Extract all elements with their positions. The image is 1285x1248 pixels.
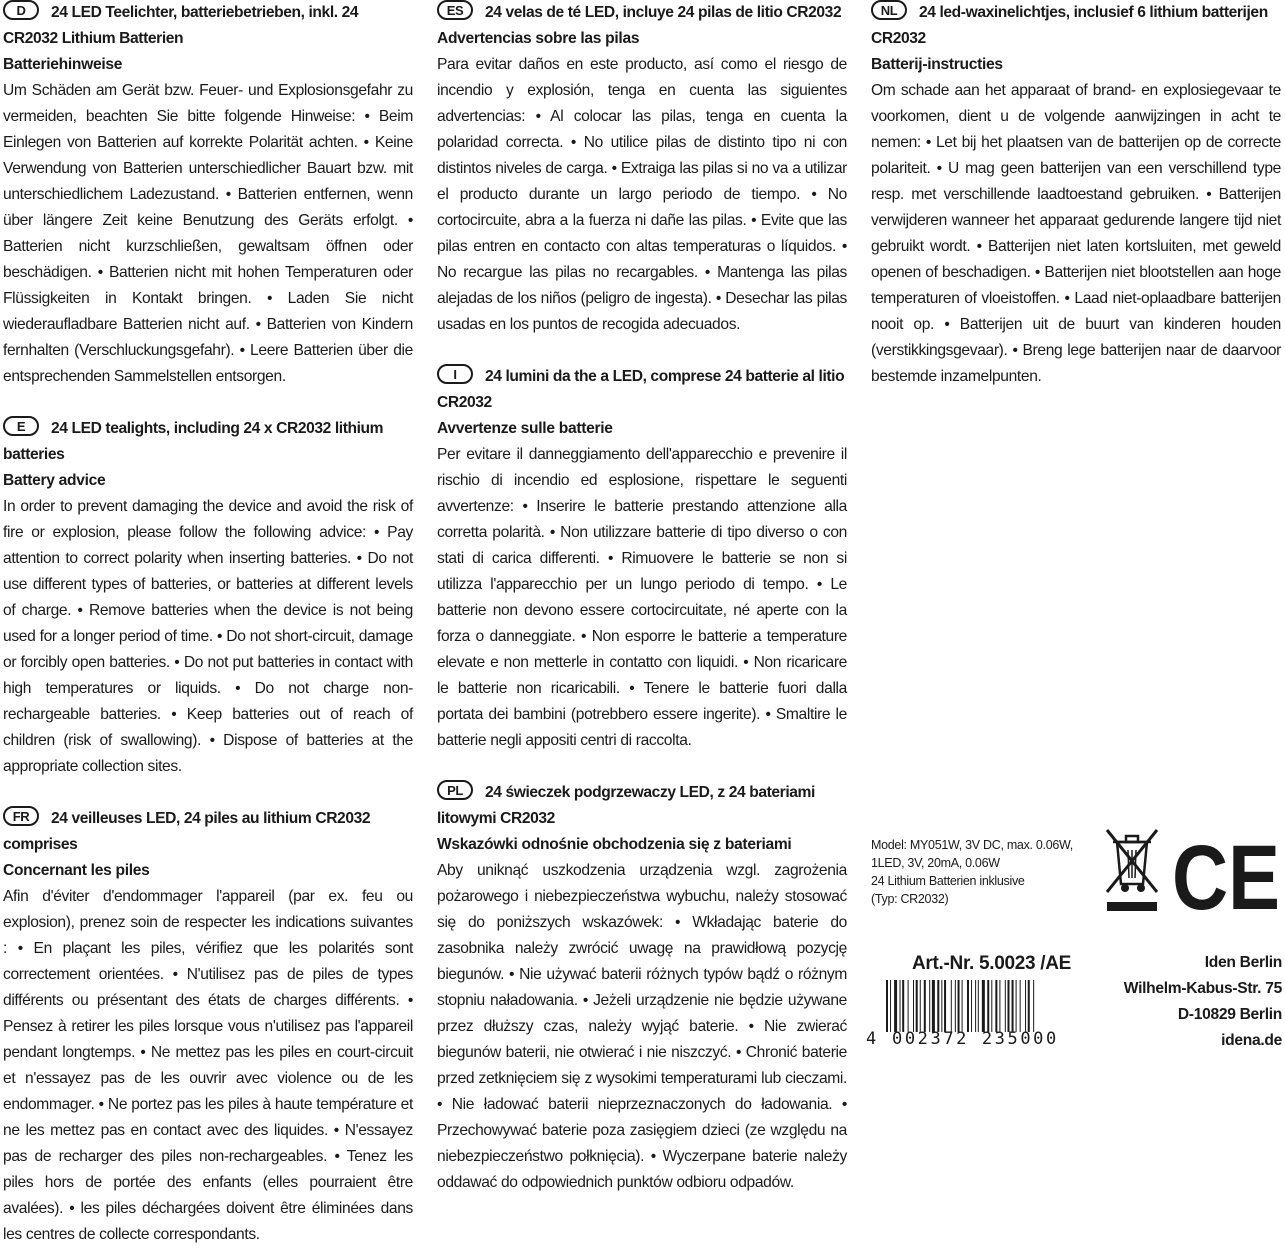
barcode-bar [894,980,897,1032]
model-spec [871,836,1091,908]
model-spec-line: 24 Lithium Batterien inklusive [871,874,1025,888]
barcode-bar [971,980,972,1032]
section-body-pl: Aby uniknąć uszkodzenia urządzenia wzgl. zagrożenia pożarowego i niebezpieczeństwa wybuchu, należy stosować się do poniższych wskazówek: • Wkładając baterie do zasobnika należy zwrócić uwagę na prawidłową pozycję biegunów. • Nie używać baterii różnych typów bądź o różnym stopniu naładowania. • Jeżeli urządzenie nie będzie używane przez dłuższy czas, należy wyjąć baterie. • Nie zwierać biegunów baterii, nie otwierać i nie niszczyć. • Chronić baterie przed zetknięciem się z wysokimi temperaturami lub cieczami. • Nie ładować baterii nieprzeznaczonych do ładowania. • Przechowywać baterie poza zasięgiem dzieci (ze względu na niebezpieczeństwo połknięcia). • Wyczerpane baterie należy oddawać do odpowiednich punktów odbioru odpadów. [437,862,847,1191]
section-subtitle-fr: Concernant les piles [3,862,150,879]
section-title-text-es: 24 velas de té LED, incluye 24 pilas de litio CR2032 [485,4,842,21]
section-title-it [437,364,847,416]
barcode-bar [1016,980,1017,1032]
section-es [437,0,847,338]
section-title-es [437,0,847,26]
section-title-fr [3,806,413,858]
barcode-bar [978,980,979,1032]
weee-crossed-bin-icon [1103,822,1161,917]
barcode-bar [1028,980,1030,1032]
barcode-bar [991,980,992,1032]
barcode-bar [920,980,921,1032]
barcode-bar [937,980,939,1032]
barcode-bar [944,980,946,1032]
barcode-bar [924,980,926,1032]
section-pl [437,780,847,1196]
barcode-bar [958,980,960,1032]
section-title-en [3,416,413,468]
section-fr [3,806,413,1248]
section-title-text-pl: 24 świeczek podgrzewaczy LED, z 24 bateriami litowymi CR2032 [437,784,815,827]
section-subtitle-nl: Batterij-instructies [871,56,1003,73]
section-body-fr: Afin d'éviter d'endommager l'appareil (par ex. feu ou explosion), prenez soin de respecter les indications suivantes : • En plaçant les piles, vérifiez que les polarités sont correctement orientées. • N'utilisez pas de piles de types différents ou présentant des états de charges différents. • Pensez à retirer les piles lorsque vous n'utilisez pas l'appareil pendant longtemps. • Ne mettez pas les piles en court-circuit et n'essayez pas de les ouvrir avec violence ou de les endommager. • Ne portez pas les piles à haute température et ne les mettez pas en contact avec des liquides. • N'essayez pas de recharger des piles non-rechargeables. • Tenez les piles hors de portée des enfants (elles pourraient être avalées). • les piles déchargées doivent être éliminées dans les centres de collecte correspondants. [3,888,413,1243]
barcode-bar [982,980,985,1032]
barcode-bar [902,980,904,1032]
section-de [3,0,413,390]
barcode-digits: 002372 235000 [892,1029,1059,1049]
barcode-bar [886,980,888,1032]
barcode-bar [1008,980,1010,1032]
barcode-bar [1020,980,1021,1032]
barcode-bar [1025,980,1026,1032]
barcode-bar [999,980,1000,1032]
section-it [437,364,847,754]
barcode-bar [890,980,891,1032]
section-title-text-nl: 24 led-waxinelichtjes, inclusief 6 lithium batterijen CR2032 [871,4,1268,47]
barcode-bar [955,980,956,1032]
language-badge-en: E [3,416,39,436]
section-title-pl [437,780,847,832]
barcode-bar [916,980,918,1032]
section-subtitle-en: Battery advice [3,472,106,489]
section-subtitle-pl: Wskazówki odnośnie obchodzenia się z bateriami [437,836,792,853]
barcode-bar [941,980,942,1032]
language-badge-de: D [3,0,39,20]
barcode-bar [962,980,963,1032]
section-body-it: Per evitare il danneggiamento dell'apparecchio e prevenire il rischio di incendio ed esplosione, rispettare le seguenti avvertenze: • Inserire le batterie prestando attenzione alla corretta polarità. • Non utilizzare batterie di tipo diverso o con stati di carica differenti. • Rimuovere le batterie se non si utilizza l'apparecchio per un lungo periodo di tempo. • Le batterie non devono essere cortocircuitate, né aperte con la forza o danneggiate. • Non esporre le batterie a temperature elevate e non metterle in contatto con liquidi. • Non ricaricare le batterie non ricaricabili. • Tenere le batterie fuori dalla portata dei bambini (potrebbero essere ingerite). • Smaltire le batterie negli appositi centri di raccolta. [437,446,847,749]
ce-mark-icon [1170,827,1282,929]
model-spec-line: (Typ: CR2032) [871,892,949,906]
column-3 [871,0,1281,814]
language-badge-es: ES [437,0,473,20]
barcode-bars [886,980,1084,1032]
company-street: Wilhelm-Kabus-Str. 75 [1123,980,1282,997]
ce-mark-text: CE [1172,827,1280,929]
language-badge-nl: NL [871,0,907,20]
section-nl [871,0,1281,390]
model-spec-line: 1LED, 3V, 20mA, 0.06W [871,856,1000,870]
language-badge-pl: PL [437,780,473,800]
barcode-bar [1033,980,1034,1032]
barcode-bar [967,980,969,1032]
section-body-de: Um Schäden am Gerät bzw. Feuer- und Explosionsgefahr zu vermeiden, beachten Sie bitte folgende Hinweise: • Beim Einlegen von Batterien auf korrekte Polarität achten. • Keine Verwendung von Batterien unterschiedlicher Bauart bzw. mit unterschiedlichem Ladezustand. • Batterien entfernen, wenn über längere Zeit keine Benutzung des Geräts erfolgt. • Batterien nicht kurzschließen, gewaltsam öffnen oder beschädigen. • Batterien nicht mit hohen Temperaturen oder Flüssigkeiten in Kontakt bringen. • Laden Sie nicht wiederaufladbare Batterien nicht auf. • Batterien von Kindern fernhalten (Verschluckungsgefahr). • Leere Batterien über die entsprechenden Sammelstellen entsorgen. [3,82,413,385]
language-badge-fr: FR [3,806,39,826]
section-title-text-fr: 24 veilleuses LED, 24 piles au lithium CR2032 comprises [3,810,371,853]
barcode-bar [932,980,935,1032]
barcode-bar [951,980,952,1032]
section-subtitle-es: Advertencias sobre las pilas [437,30,640,47]
article-number: Art.-Nr. 5.0023 /AE [912,953,1072,974]
barcode-bar [995,980,997,1032]
section-en [3,416,413,780]
section-title-de [3,0,413,52]
barcode [866,980,1086,1054]
section-title-text-it: 24 lumini da the a LED, comprese 24 batterie al litio CR2032 [437,368,845,411]
section-title-text-en: 24 LED tealights, including 24 x CR2032 lithium batteries [3,420,384,463]
company-address [1124,950,1282,1054]
section-body-es: Para evitar daños en este producto, así como el riesgo de incendio y explosión, tenga en cuenta las siguientes advertencias: • Al colocar las pilas, tenga en cuenta la polaridad correcta. • No utilice pilas de distinto tipo ni con distintos niveles de carga. • Extraiga las pilas si no va a utilizar el producto durante un largo periodo de tiempo. • No cortocircuite, abra a la fuerza ni dañe las pilas. • Evite que las pilas entren en contacto con altas temperaturas o líquidos. • No recargue las pilas no recargables. • Mantenga las pilas alejadas de los niños (peligro de ingesta). • Desechar las pilas usadas en los puntos de recogida adecuados. [437,56,847,333]
barcode-bar [900,980,901,1032]
section-title-text-de: 24 LED Teelichter, batteriebetrieben, inkl. 24 CR2032 Lithium Batterien [3,4,359,47]
barcode-bar [908,980,909,1032]
section-title-nl [871,0,1281,52]
section-subtitle-de: Batteriehinweise [3,56,123,73]
barcode-bar [975,980,976,1032]
column-2 [437,0,847,1191]
barcode-first-digit: 4 [866,1029,877,1049]
language-badge-it: I [437,364,473,384]
company-city: D-10829 Berlin [1177,1006,1282,1023]
company-name: Iden Berlin [1204,954,1282,971]
company-website: idena.de [1221,1032,1282,1049]
model-spec-line: Model: MY051W, 3V DC, max. 0.06W, [871,838,1073,852]
section-subtitle-it: Avvertenze sulle batterie [437,420,613,437]
section-body-nl: Om schade aan het apparaat of brand- en explosiegevaar te voorkomen, dient u de volgende aanwijzingen in acht te nemen: • Let bij het plaatsen van de batterijen op de correcte polariteit. • U mag geen batterijen van een verschillend type resp. met verschillende laadtoestand gebruiken. • Batterijen verwijderen wanneer het apparaat gedurende langere tijd niet gebruikt wordt. • Batterijen niet laten kortsluiten, met geweld openen of beschadigen. • Batterijen niet blootstellen aan hoge temperaturen of vloeistoffen. • Laad niet-oplaadbare batterijen nooit op. • Batterijen uit de buurt van kinderen houden (verstikkingsgevaar). • Breng lege batterijen naar de daarvoor bestemde inzamelpunten. [871,82,1281,385]
column-1 [3,0,413,1243]
barcode-bar [987,980,989,1032]
barcode-bar [913,980,914,1032]
barcode-bar [1012,980,1014,1032]
section-body-en: In order to prevent damaging the device and avoid the risk of fire or explosion, please follow the following advice: • Pay attention to correct polarity when inserting batteries. • Do not use different types of batteries, or batteries at different levels of charge. • Remove batteries when the device is not being used for a longer period of time. • Do not short-circuit, damage or forcibly open batteries. • Do not put batteries in contact with high temperatures or liquids. • Do not charge non-rechargeable batteries. • Keep batteries out of reach of children (risk of swallowing). • Dispose of batteries at the appropriate collection sites. [3,498,413,775]
barcode-bar [1005,980,1006,1032]
barcode-bar [929,980,930,1032]
